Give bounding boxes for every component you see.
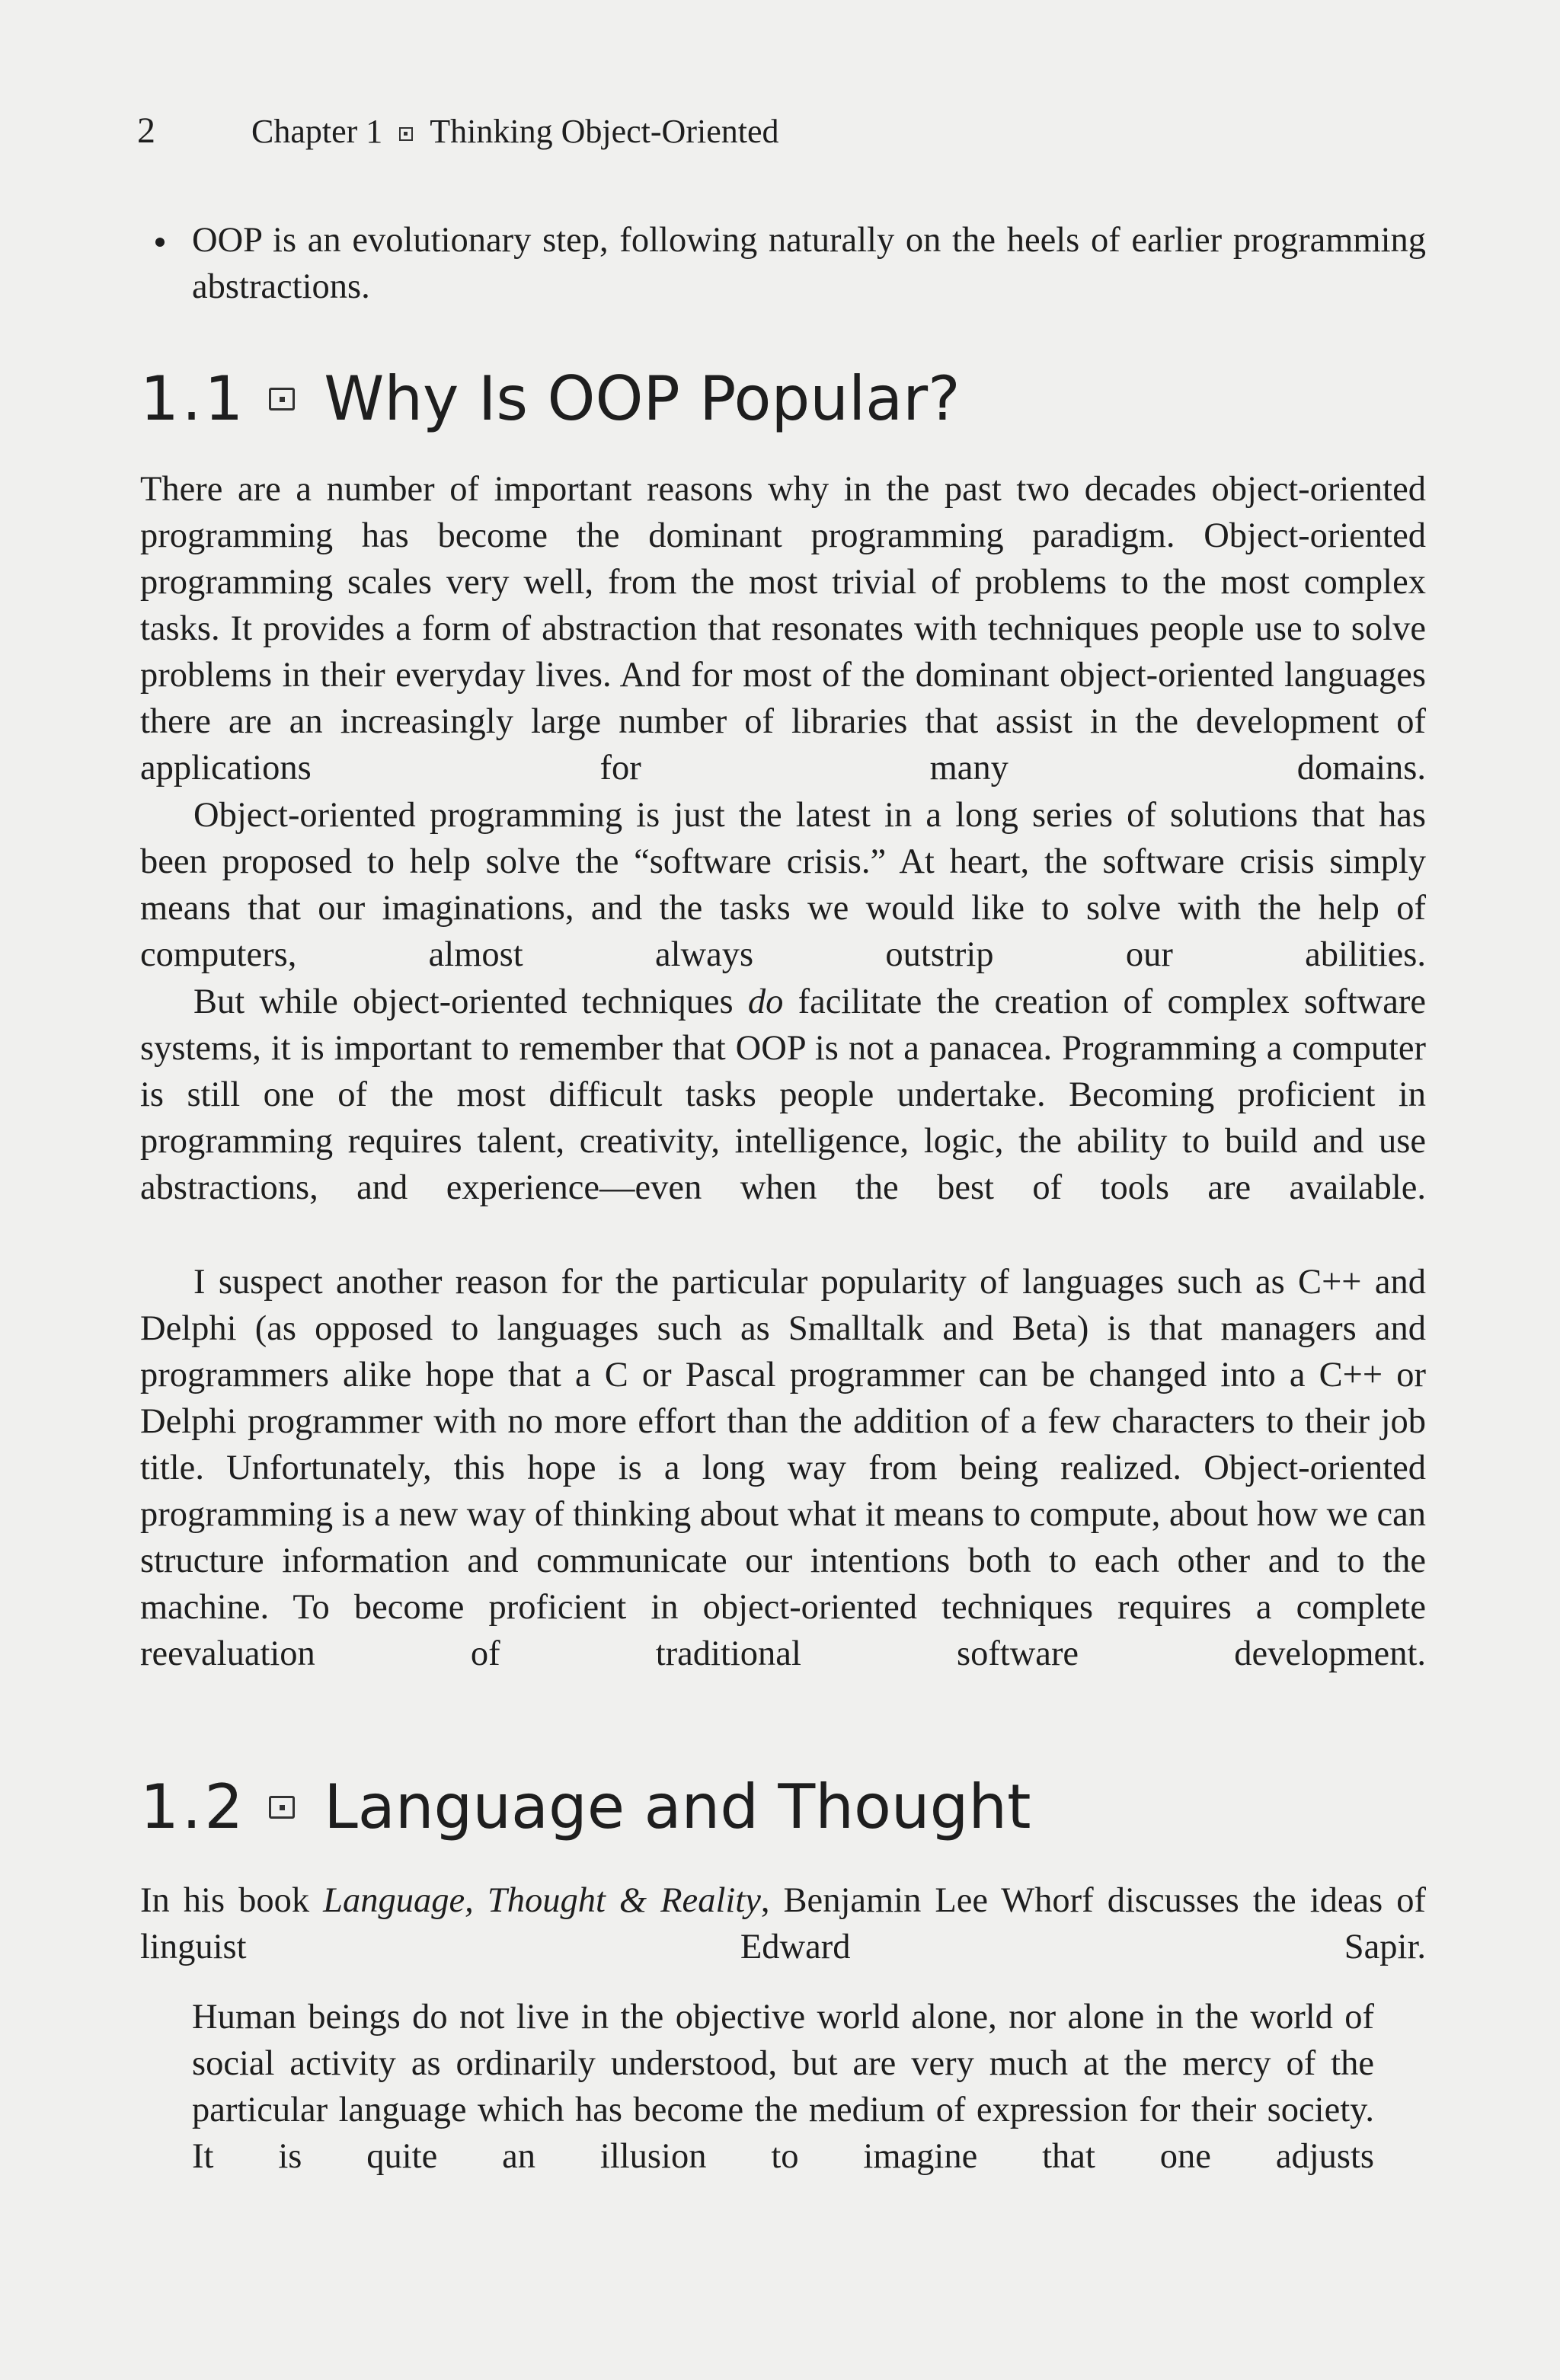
section-title: Why Is OOP Popular? (324, 363, 961, 434)
chapter-label: Chapter 1 (251, 113, 383, 150)
small-square-icon (399, 127, 413, 141)
paragraph-text: In his book (140, 1881, 324, 1920)
section-number: 1.2 (140, 1771, 247, 1842)
box-icon (269, 1796, 295, 1819)
paragraph-text: , Benjamin Lee Whorf discusses the ideas of linguist Edward Sapir. (140, 1881, 1427, 1966)
paragraph (140, 979, 1426, 1257)
section-title: Language and Thought (324, 1771, 1031, 1842)
box-icon (269, 388, 295, 411)
running-head (137, 108, 779, 155)
paragraph: There are a number of important reasons why in the past two decades object-oriented programming has become the dominant programming paradigm. Object-oriented programming scales very well, from the most trivial of problems to the most complex tasks. It provides a form of abstraction that resonates with techniques people use to solve problems in their everyday lives. And for most of the dominant object-oriented languages there are an increasingly large number of libraries that assist in the development of applications for many domains. (140, 470, 1426, 787)
paragraph-text: But while object-oriented techniques (193, 982, 748, 1021)
book-title: Language, Thought & Reality (323, 1881, 761, 1920)
paragraph-text: facilitate the creation of complex software systems, it is important to remember that OOP is not a panacea. Programming a computer is still one of the most difficult tasks people undertake. Becoming proficient in programming requires talent, creativity, intelligence, logic, the ability to build and use abstractions, and experience—even when the best of tools are available. (140, 982, 1426, 1207)
emphasis-text: do (747, 982, 784, 1021)
chapter-title: Thinking Object-Oriented (430, 113, 779, 150)
paragraph: I suspect another reason for the particular popularity of languages such as C++ and Delphi (as opposed to languages such as Smalltalk and Beta) is that managers and programmers alike hope that a C or Pascal programmer can be changed into a C++ or Delphi programmer with no more effort than the addition of a few characters to their job title. Unfortunately, this hope is a long way from being realized. Object-oriented programming is a new way of thinking about what it means to compute, about how we can structure information and communicate our intentions both to each other and to the machine. To become proficient in object-oriented techniques requires a complete reevaluation of traditional software development. (140, 1263, 1426, 1673)
bullet-item (140, 217, 1426, 310)
section-heading-1-1 (140, 361, 961, 437)
paragraph: Object-oriented programming is just the latest in a long series of solutions that has been proposed to help solve the “software crisis.” At heart, the software crisis simply means that our imaginations, and the tasks we would like to solve with the help of computers, almost always outstrip our abilities. (140, 796, 1426, 974)
page-number: 2 (137, 110, 155, 151)
bullet-dot-icon (155, 238, 165, 247)
section-number: 1.1 (140, 363, 247, 434)
block-quote: Human beings do not live in the objective world alone, nor alone in the world of social activity as ordinarily understood, but are very much at the mercy of the particular language which has become the medium of expression for their society. It is quite an illusion to imagine that one adjusts (192, 1998, 1374, 2176)
section-heading-1-2 (140, 1769, 1031, 1845)
bullet-text: OOP is an evolutionary step, following naturally on the heels of earlier programming abstractions. (192, 221, 1426, 306)
